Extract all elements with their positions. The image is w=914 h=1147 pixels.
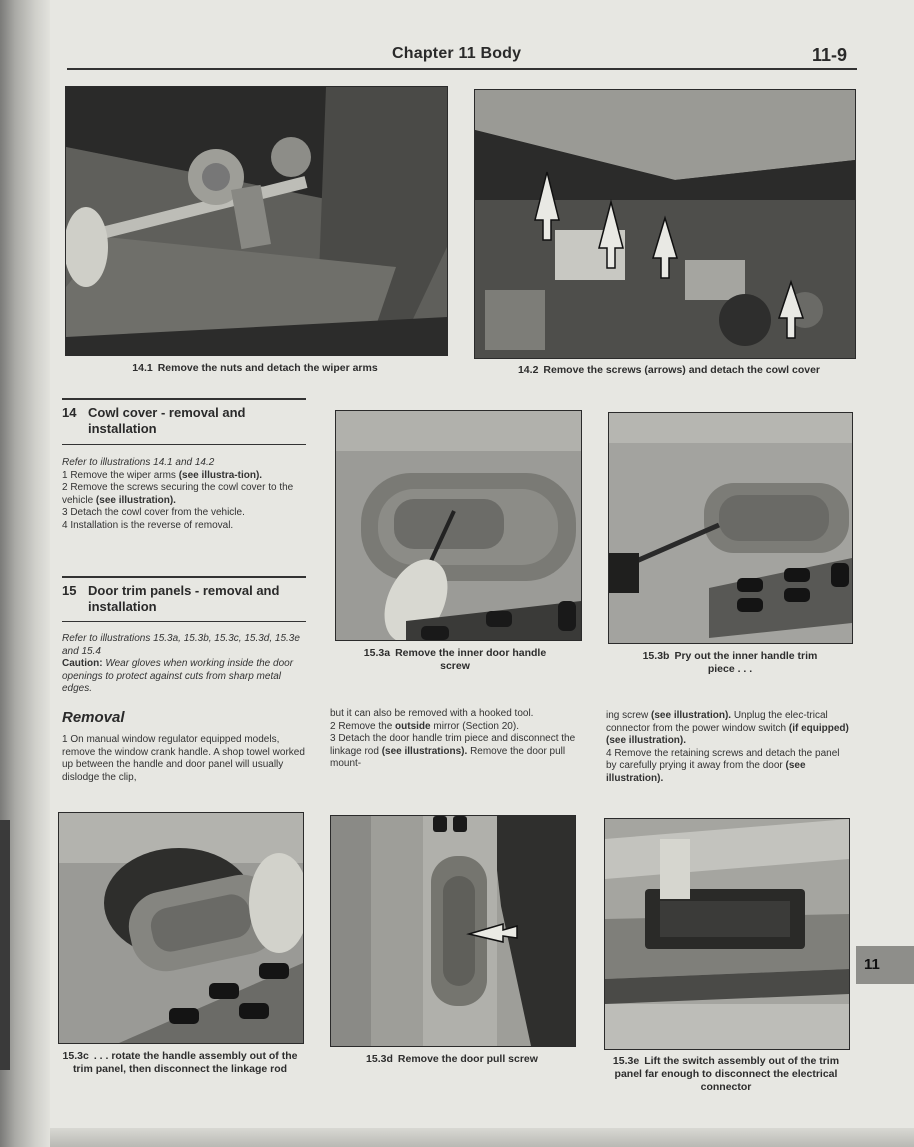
caption-15-3b-text: Pry out the inner handle trim piece . . .: [674, 650, 818, 675]
section-15-title-line1: Door trim panels - removal and: [88, 583, 280, 598]
caption-15-3a-number: 15.3a: [363, 647, 391, 659]
caution-label: Caution:: [62, 658, 103, 670]
removal-step-1-cont: but it can also be removed with a hooked tool.: [330, 708, 534, 719]
section-15-col2-text: [330, 708, 578, 771]
section-14-refer: Refer to illustrations 14.1 and 14.2: [62, 457, 215, 468]
removal-step-1: 1 On manual window regulator equipped models, remove the window crank handle. A shop towel worked up between the handle and door panel will usually dislodge the clip,: [62, 734, 305, 783]
section-14-body: [62, 457, 308, 533]
section-14-number: 14: [62, 405, 77, 420]
caption-14-1: [90, 362, 420, 375]
photo-14-2-cowl-cover: [474, 89, 856, 359]
section-14-step-3: 3 Detach the cowl cover from the vehicle.: [62, 507, 245, 519]
photo-14-1-wiper-arm: [65, 86, 448, 356]
section-15-col3-text: [606, 710, 850, 786]
photo-15-3d-door-pull: [330, 815, 576, 1047]
caption-14-2: [484, 364, 854, 377]
section-15-top-rule: [62, 576, 306, 578]
photo-15-3e-switch-connector: [604, 818, 850, 1050]
removal-step-4: 4 Remove the retaining screws and detach the panel by carefully prying it away from the door (see illustration).: [606, 747, 840, 784]
section-15-title-line2: installation: [88, 599, 157, 614]
section-15-heading: [62, 583, 306, 615]
caption-15-3a-text: Remove the inner door handle screw: [395, 647, 547, 672]
chapter-title: Chapter 11 Body: [392, 45, 522, 62]
header-rule: [67, 68, 857, 70]
caption-15-3d-number: 15.3d: [366, 1053, 393, 1065]
caution-text: Wear gloves when working inside the door openings to protect against cuts from sharp metal edges.: [62, 658, 294, 695]
photo-15-3c-rotate-handle: [58, 812, 304, 1044]
caption-15-3d-text: Remove the door pull screw: [397, 1053, 538, 1065]
caption-15-3e-number: 15.3e: [612, 1055, 640, 1067]
chapter-thumb-tab: [856, 946, 914, 984]
removal-heading: Removal: [62, 709, 125, 726]
caption-14-1-text: Remove the nuts and detach the wiper arms: [157, 362, 378, 374]
section-14-top-rule: [62, 398, 306, 400]
section-14-step-4: 4 Installation is the reverse of removal.: [62, 519, 234, 531]
section-14-bottom-rule: [62, 444, 306, 445]
section-14-step-2: 2 Remove the screws securing the cowl cover to the vehicle (see illustration).: [62, 482, 294, 506]
photo-15-3b-pry-trim: [608, 412, 853, 644]
section-15-number: 15: [62, 583, 77, 598]
caption-15-3d: [340, 1053, 564, 1066]
section-14-title-line2: installation: [88, 421, 157, 436]
section-15-refer: Refer to illustrations 15.3a, 15.3b, 15.3c, 15.3d, 15.3e and 15.4: [62, 633, 300, 657]
removal-step-3-cont: ing screw (see illustration). Unplug the elec-trical connector from the power window switch (if equipped) (see illustration).: [606, 710, 849, 747]
removal-step-2: 2 Remove the outside mirror (Section 20).: [330, 720, 519, 732]
caption-14-2-number: 14.2: [517, 364, 539, 376]
section-14-heading: [62, 405, 306, 437]
chapter-thumb-tab-label: 11: [864, 956, 880, 973]
section-14-title-line1: Cowl cover - removal and: [88, 405, 246, 420]
section-15-caution: [62, 658, 306, 696]
caption-15-3b: [630, 650, 830, 676]
page-number: 11-9: [812, 45, 848, 65]
caption-15-3a: [355, 647, 555, 673]
caption-15-3c-number: 15.3c: [62, 1050, 89, 1062]
caption-15-3e: [606, 1055, 846, 1094]
section-15-col1-text: [62, 734, 306, 784]
caption-15-3b-number: 15.3b: [642, 650, 670, 662]
section-15-intro: [62, 633, 306, 696]
page-bottom-edge: [50, 1128, 914, 1147]
section-15-bottom-rule: [62, 621, 306, 622]
caption-15-3c-text: . . . rotate the handle assembly out of the trim panel, then disconnect the linkage rod: [72, 1050, 298, 1075]
caption-15-3c: [62, 1050, 298, 1076]
caption-14-1-number: 14.1: [132, 362, 153, 374]
caption-14-2-text: Remove the screws (arrows) and detach the cowl cover: [543, 364, 821, 376]
removal-step-3: 3 Detach the door handle trim piece and disconnect the linkage rod (see illustrations). Remove the door pull mount-: [330, 733, 576, 770]
photo-15-3a-handle-screw: [335, 410, 582, 641]
binding-edge: [0, 820, 10, 1070]
caption-15-3e-text: Lift the switch assembly out of the trim panel far enough to disconnect the electrical connector: [614, 1055, 840, 1093]
section-14-step-1: 1 Remove the wiper arms (see illustra-tion).: [62, 469, 263, 481]
